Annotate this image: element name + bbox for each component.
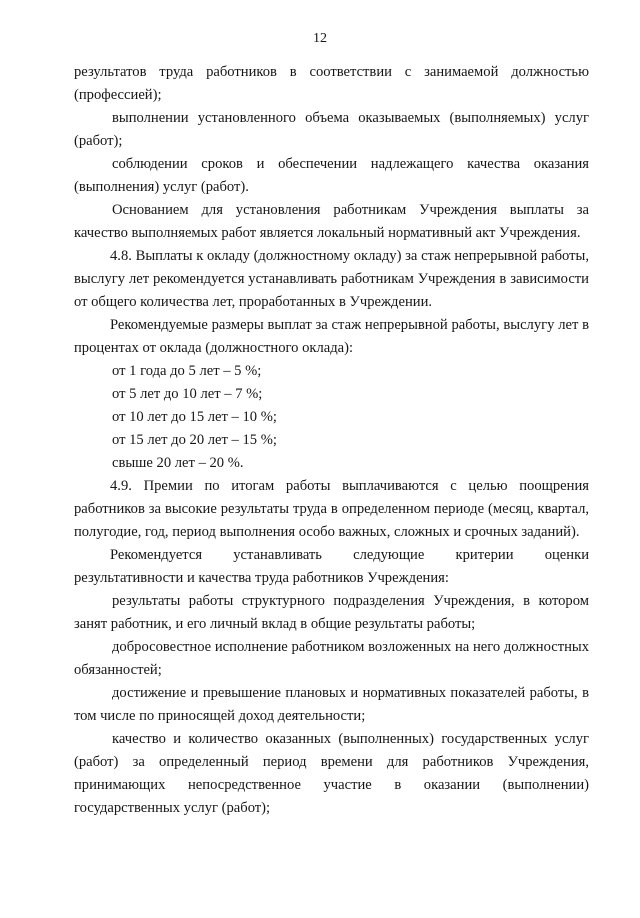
list-item-seniority-over-20: свыше 20 лет – 20 %.	[112, 455, 244, 471]
list-item-duties-performance: добросовестное исполнение работником возложенных на него должностных обязанностей;	[74, 639, 589, 678]
page-number: 12	[313, 31, 327, 46]
paragraph-deadlines-quality: соблюдении сроков и обеспечении надлежащего качества оказания (выполнения) услуг (работ).	[74, 156, 589, 195]
paragraph-service-volume: выполнении установленного объема оказываемых (выполняемых) услуг (работ);	[74, 110, 589, 149]
list-item-seniority-1-5: от 1 года до 5 лет – 5 %;	[112, 363, 262, 379]
paragraph-quality-payment-basis: Основанием для установления работникам Учреждения выплаты за качество выполняемых работ является локальный нормативный акт Учреждения.	[74, 202, 589, 241]
list-item-seniority-10-15: от 10 лет до 15 лет – 10 %;	[112, 409, 277, 425]
paragraph-performance-results: результатов труда работников в соответствии с занимаемой должностью (профессией);	[74, 64, 589, 103]
list-item-targets-achievement: достижение и превышение плановых и нормативных показателей работы, в том числе по приносящей доход деятельности;	[74, 685, 589, 724]
document-body	[74, 61, 589, 820]
list-item-department-results: результаты работы структурного подразделения Учреждения, в котором занят работник, и его личный вклад в общие результаты работы;	[74, 593, 589, 632]
paragraph-section-4-8: 4.8. Выплаты к окладу (должностному окладу) за стаж непрерывной работы, выслугу лет рекомендуется устанавливать работникам Учреждения в зависимости от общего количества лет, проработанных в Учреждении.	[74, 248, 589, 310]
list-item-seniority-5-10: от 5 лет до 10 лет – 7 %;	[112, 386, 263, 402]
list-item-seniority-15-20: от 15 лет до 20 лет – 15 %;	[112, 432, 277, 448]
list-item-services-quality-quantity: качество и количество оказанных (выполненных) государственных услуг (работ) за определенный период времени для работников Учреждения, принимающих непосредственное участие в оказании (выполнении) государственных услуг (работ);	[74, 731, 589, 816]
paragraph-evaluation-criteria: Рекомендуется устанавливать следующие критерии оценки результативности и качества труда работников Учреждения:	[74, 547, 589, 586]
paragraph-recommended-sizes: Рекомендуемые размеры выплат за стаж непрерывной работы, выслугу лет в процентах от оклада (должностного оклада):	[74, 317, 589, 356]
paragraph-section-4-9: 4.9. Премии по итогам работы выплачиваются с целью поощрения работников за высокие результаты труда в определенном периоде (месяц, квартал, полугодие, год, период выполнения особо важных, сложных и срочных заданий).	[74, 478, 589, 540]
